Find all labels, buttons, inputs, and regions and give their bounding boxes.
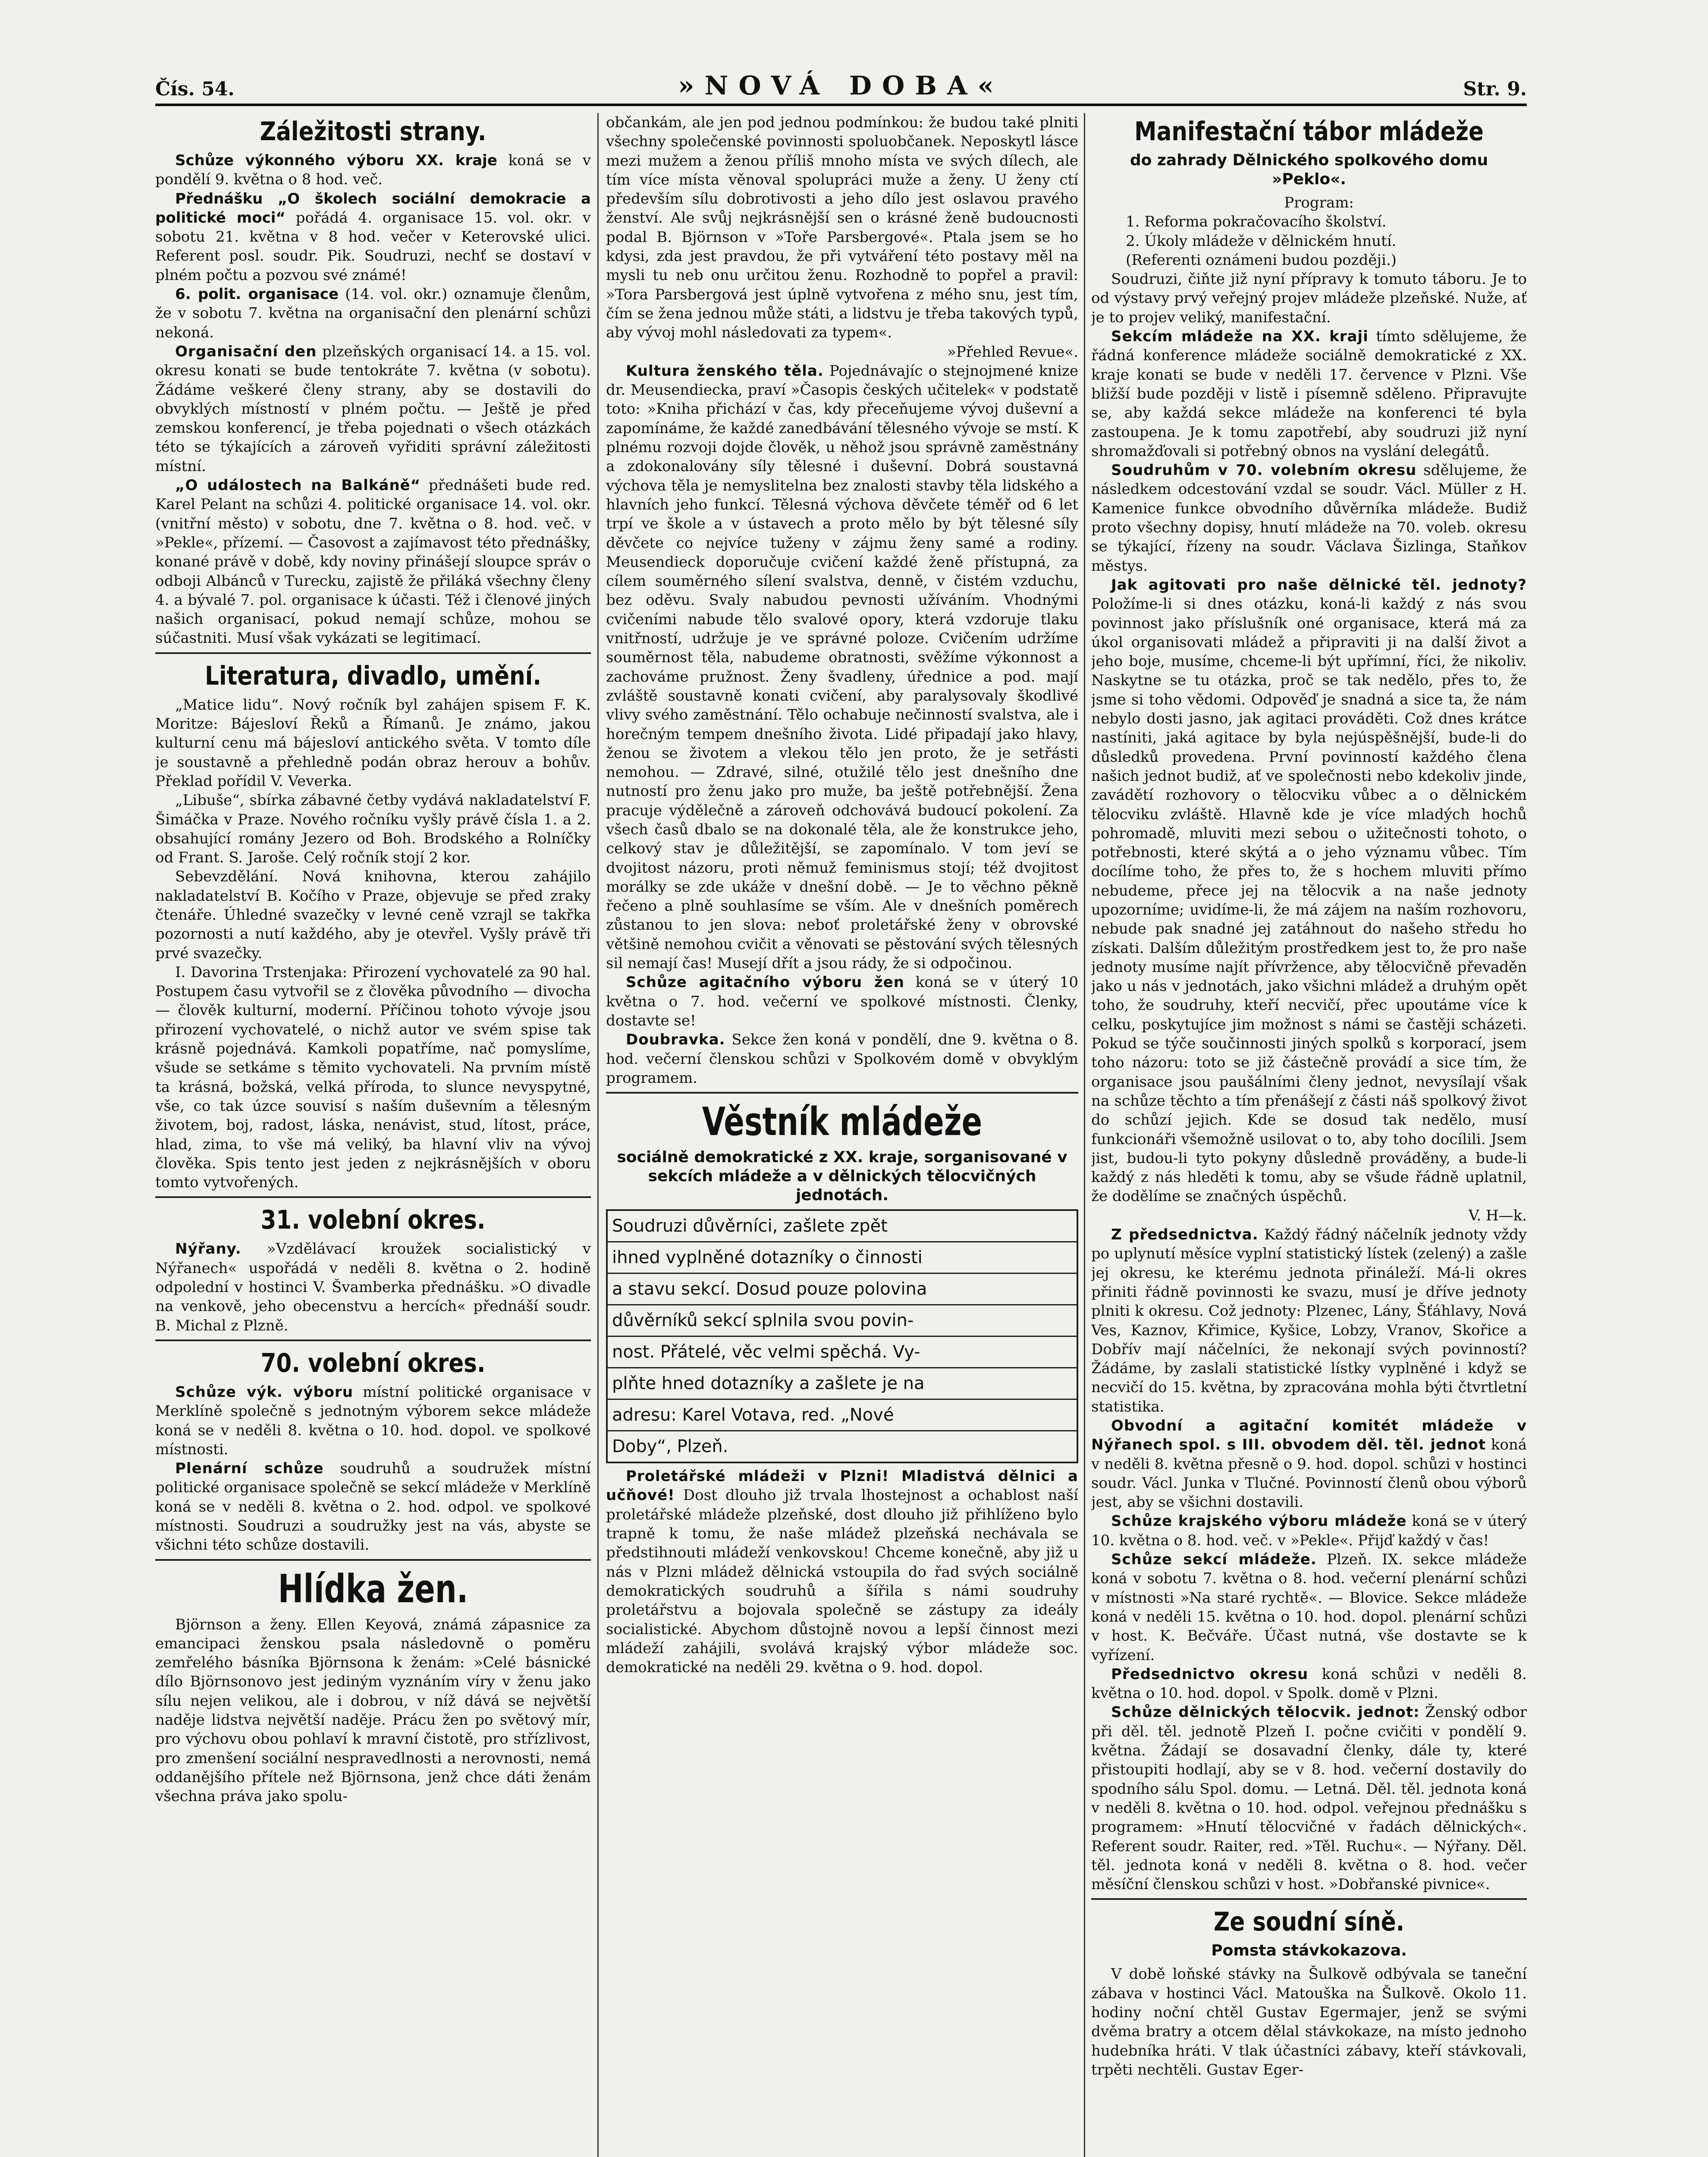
column-middle (606, 113, 1078, 2157)
program-heading: Program: (1284, 194, 1354, 211)
section-title-women: Hlídka žen. (278, 1566, 468, 1612)
section-divider (1091, 1898, 1527, 1900)
article-paragraph: Proletářské mládeži v Plzni! Mladistvá dělnici a učňové! Dost dlouho již trvala lhostejnost a ochablost naší proletářské mládeže plzeňské, dost dlouho již přihlíženo bylo trapně k tomu, že naše mládež plzeňská nechávala se předstihnouti mládeží venkovskou! Chceme konečně, aby již u nás v Plzni mládež dělnická vstoupila do řad svých sociálně demokratických soudruhů a šířila s námi soudruhy proletářstvu a bojovala společně se zástupy za ideály socialistické. Abychom důstojně novou a lepší činnost mezi mládeží zahájili, svolává krajský výbor mládeže soc. demokratické na neděli 29. května o 9. hod. dopol. (606, 1468, 1078, 1676)
program-item: 1. Reforma pokračovacího školství. (1126, 213, 1387, 231)
article-paragraph: Schůze krajského výboru mládeže koná se v úterý 10. května o 8. hod. več. v »Pekle«. Přijď každý v čas! (1091, 1512, 1527, 1549)
article-source: »Přehled Revue«. (947, 343, 1078, 361)
article-paragraph: Sekcím mládeže na XX. kraji tímto sdělujeme, že řádná konference mládeže sociálně demokratické z XX. kraje konati se bude v neděli 17. července v Plzni. Vše bližší bude později v listě i písemně sděleno. Připravujte se, aby každá sekce mládeže na konferenci té byla zastoupena. Je k tomu zapotřebí, aby soudruzi již nyní shromažďovali si potřebný obnos na vyslání delegátů. (1091, 328, 1527, 460)
article-headline: Pomsta stávkokazova. (1211, 1942, 1407, 1960)
article-paragraph: I. Davorina Trstenjaka: Přirození vychovatelé za 90 hal. Postupem času vytvořil se z člověka původního — divocha — člověk kulturní, moderní. Příčinou tohoto vývoje jsou přirození vychovatelé, o nichž autor ve svém spise tak krásně pojednává. Kamkoli popatříme, nač pomyslíme, všude se setkáme s těmito vychovateli. Na prvním místě ta krásná, božská, velká příroda, to slunce nevyspytné, vše, co tak úzce souvisí s naším duševním a tělesným životem, boj, radost, láska, nenávist, stud, lítost, práce, hlad, zima, to vše má veliký, ba hlavní vliv na vývoj člověka. Spis tento jest jeden z nejkrásnějších v oboru tomto vytvořených. (155, 963, 591, 1192)
article-paragraph: Schůze výk. výboru místní politické organisace v Merklíně společně s jednotným výborem sekce mládeže koná se v neděli 8. května o 10. hod. dopol. ve spolkové místnosti. (155, 1383, 591, 1458)
article-paragraph: Kultura ženského těla. Pojednávajíc o stejnojmené knize dr. Meusendiecka, praví »Časopis českých učitelek« v podstatě toto: »Kniha přichází v čas, kdy přeceňujeme vývoj duševní a zapomínáme, že každé zanedbávání tělesného vývoje se mstí. K plnému rozvoji dojde člověk, u něhož jsou správně zaměstnány a zdokonalovány síly tělesné i duševní. Dobrá soustavná výchova těla je nemyslitelna bez znalosti stavby těla lidského a hlavních jeho funkcí. Tělesná výchova děvčete téměř od 6 let trpí ve škole a v ústavech a proto mělo by být tělesné síly děvčete co nejvíce tuženy v zájmu ženy samé a rodiny. Meusendieck doporučuje cvičení každé ženě přístupná, za cílem souměrného sílení svalstva, denně, v čistém vzduchu, bez oděvu. Svaly nabudou pevnosti užíváním. Vhodnými cvičeními nabude tělo svalové opory, která vzdoruje tlaku vnitřností, udržuje je ve správné poloze. Cvičením udržíme souměrnost těla, nabudeme obratnosti, svěžíme výkonnost a zachováme pružnost. Ženy švadleny, úřednice a pod. mají zvláště soustavně konati cvičení, aby paralysovaly škodlivé vlivy svého zaměstnání. Tělo ochabuje nečinností svalstva, ale i horečným tempem dnešního života. Lidé připadají jako hlavy, ženou se životem a vlekou tělo jen proto, že je setřásti nemohou. — Zdravé, silné, otužilé tělo jest dnešního dne nutností pro ženu jako pro muže, ba ještě potřebnější. Žena pracuje výdělečně a zároveň odchovává budoucí pokolení. Za všech časů dbalo se na dokonalé těla, ale že konstrukce jeho, celkový stav je důležitější, se zapomínalo. V tom jeví se dvojitost názoru, proti němuž feminismus stojí; též dvojitost morálky se zde ukáže v dnešní době. — Je to věchno pěkně řečeno a plně souhlasíme se vším. Ale v dnešních poměrech zůstanou to jen slova: neboť proletářské ženy v obrovské většině nemohou cvičit a věnovati se pěstování svých tělesných sil nemají čas! Musejí dřít a jsou rády, že si odpočinou. (606, 362, 1078, 972)
section-divider (155, 1196, 591, 1198)
program-item: 2. Úkoly mládeže v dělnickém hnutí. (1126, 232, 1397, 250)
program-item: (Referenti oznámeni budou později.) (1126, 251, 1397, 269)
article-paragraph: Plenární schůze soudruhů a soudružek místní politické organisace společně se sekcí mládeže v Merklíně koná se v neděli 8. května o 2. hod. odpol. ve spolkové místnosti. Soudruzi a soudružky jest na vás, abyste se všichni této schůze dostavili. (155, 1460, 591, 1554)
notice-box (606, 1209, 1078, 1463)
section-subtitle: do zahrady Dělnického spolkového domu »Peklo«. (1130, 151, 1488, 188)
section-subtitle: sociálně demokratické z XX. kraje, sorganisované v sekcích mládeže a v dělnických tělocvičných jednotách. (617, 1148, 1068, 1204)
article-paragraph: „O událostech na Balkáně“ přednášeti bude red. Karel Pelant na schůzi 4. politické organisace 14. vol. okr. (vnitřní město) v sobotu, dne 7. května o 8. hod. več. v »Pekle«, přízemí. — Časovost a zajímavost této přednášky, konané právě v době, kdy noviny přinášejí sloupce správ o odboji Albánců v Turecku, zajistě že přiláká všechny členy 4. a bývalé 7. pol. organisace k účasti. Též i členové jiných našich organisací, pokud nemají schůze, mohou se súčastniti. Musí však vykázati se legitimací. (155, 477, 591, 647)
article-paragraph: Obvodní a agitační komitét mládeže v Nýřanech spol. s III. obvodem děl. těl. jednot koná v neděli 8. května přesně o 9. hod. dopol. schůzi v hostinci soudr. Václ. Junka v Tlučné. Povinností členů obou výborů jest, aby se všichni dostavili. (1091, 1417, 1527, 1511)
section-title-party: Záležitosti strany. (260, 116, 487, 147)
notice-line: důvěrníků sekcí splnila svou povin- (608, 1305, 1077, 1337)
section-divider (606, 1092, 1078, 1094)
article-paragraph: Schůze agitačního výboru žen koná se v úterý 10 května o 7. hod. večerní ve spolkové místnosti. Členky, dostavte se! (606, 974, 1078, 1029)
section-title-literature: Literatura, divadlo, umění. (205, 660, 541, 691)
article-paragraph: Soudruhům v 70. volebním okresu sdělujeme, že následkem odcestování vzdal se soudr. Václ. Müller z H. Kamenice funkce obvodního důvěrníka mládeže. Budiž proto všechny dopisy, hnutí mládeže na 70. voleb. okresu se týkající, řízeny na soudr. Václava Šizlinga, Staňkov městys. (1091, 462, 1527, 575)
page-number: Str. 9. (1463, 78, 1527, 100)
column-left (155, 113, 591, 2157)
section-divider (155, 1339, 591, 1341)
notice-line: plňte hned dotazníky a zašlete je na (608, 1368, 1077, 1400)
section-title-district-31: 31. volební okres. (261, 1205, 486, 1236)
notice-line: a stavu sekcí. Dosud pouze polovina (608, 1274, 1077, 1305)
issue-number: Čís. 54. (155, 78, 235, 100)
column-rule-left (597, 113, 599, 2157)
article-paragraph: Schůze dělnických tělocvik. jednot: Ženský odbor při děl. těl. jednotě Plzeň I. počne cvičiti v pondělí 9. května. Žádají se dosavadní členky, dále ty, které přistoupiti hodlají, aby se v 8. hod. večerní dostavily do spodního sálu Spol. domu. — Letná. Děl. těl. jednota koná v neděli 8. května o 10. hod. odpol. veřejnou přednášku s programem: »Hnutí tělocvičné v řadách dělnických«. Referent soudr. Raiter, red. »Těl. Ruchu«. — Nýřany. Děl. těl. jednota koná v neděli 8. května o 8. hod. večer měsíční členskou schůzi v host. »Dobřanské pivnice«. (1091, 1704, 1527, 1893)
article-paragraph: Doubravka. Sekce žen koná v pondělí, dne 9. května o 8. hod. večerní členskou schůzi v Spolkovém domě v obvyklým programem. (606, 1031, 1078, 1087)
newspaper-title: »NOVÁ DOBA« (678, 71, 1004, 101)
page-header (155, 52, 1527, 106)
article-paragraph: Organisační den plzeňských organisací 14. a 15. vol. okresu konati se bude tentokráte 7. května (v sobotu). Žádáme veškeré členy strany, aby se dostavili do obvyklých místností v plném počtu. — Ještě je před zemskou konferencí, je třeba pojednati o všech otázkách této se týkajících a zároveň vyřiditi správní záležitosti místní. (155, 343, 591, 475)
article-paragraph: „Matice lidu“. Nový ročník byl zahájen spisem F. K. Moritze: Bájesloví Řeků a Římanů. Je známo, jakou kulturní cenu má bájesloví antického světa. V tomto díle je soustavně a přehledně podán obraz herouv a bohův. Překlad pořídil V. Veverka. (155, 696, 591, 790)
article-paragraph: Jak agitovati pro naše dělnické těl. jednoty? Položíme-li si dnes otázku, koná-li každý z nás svou povinnost jako příslušník oné organisace, která má za úkol organisovati mládež a připraviti ji na další život a jeho boje, musíme, chceme-li být upřímní, říci, že nikoliv. Naskytne se tu otázka, proč se tak nedělo, přes to, že jsme si toho vědomi. Odpověď je snadná a sice ta, že nám nebylo dosti jasno, jak agitaci prováděti. Což dnes krátce nastíniti, jaká agitace by byla nejúspěšnější, bude-li do důsledků provedena. První povinností každého člena našich jednot budiž, ať ve společnosti nebo kdekoliv jinde, zavádětí rozhovory o tělocviku vůbec a o dělnickém tělocviku zvláště. Hlavně kde je více mladých hochů pohromadě, mluviti mezi sebou o užitečnosti tohoto, o potřebnosti, které skýtá a o jeho významu vůbec. Tím docílíme toho, že přes to, že s hochem mluviti přímo nebudeme, přece jej na tělocvik a na naše jednoty upozorníme; uvidíme-li, že má zájem na naším rozhovoru, nebude pak snadné jej zatáhnout do našeho středu ho získati. Dalším důležitým prostředkem jest to, že pro naše jednoty musíme najít přívržence, aby tělocvičně převaděn jako u nás v jednotách, jako všichni mládež a druhým opět toho, že soudruhy, kteří necvičí, přec upoutáme více k celku, poskytujíce jim možnost s námi se častěji scházeti. Pokud se týče součinnosti jiných spolků s korporací, jsem toho názoru: toto se již částečně provádí a sice tím, že organisace jsou paušálními členy jednot, nevysílají však na schůze těchto a tím přenášejí z části náš spolkový život do schůzí jejich. Kde se dosud tak nedělo, musí funkcionáři všemožně usilovat o to, aby toho docílili. Jsem jist, budou-li tyto pokyny důsledně prováděny, a bude-li každý z nás hleděti k tomu, aby se všude řádně uplatnil, že dodělíme se značných úspěchů. (1091, 576, 1527, 1205)
article-paragraph: „Libuše“, sbírka zábavné četby vydává nakladatelství F. Šimáčka v Praze. Nového ročníku vyšly právě čísla 1. a 2. obsahující romány Jezero od Boh. Brodského a Rolníčky od Frant. S. Jaroše. Celý ročník stojí 2 kor. (155, 792, 591, 867)
column-right (1091, 113, 1527, 2157)
article-paragraph: Sebevzdělání. Nová knihovna, kterou zahájilo nakladatelství B. Kočího v Praze, objevuje se před zraky čtenáře. Úhledné svazečky v levné ceně vzrajl se takřka pozornosti a nutí každého, aby je otevřel. Vyšly právě tři prvé svazečky. (155, 868, 591, 962)
article-paragraph: V době loňské stávky na Šulkově odbývala se taneční zábava v hostinci Václ. Matouška na Šulkově. Okolo 11. hodiny noční chtěl Gustav Egermajer, jenž se svými dvěma bratry a otcem dělal stávkokaze, na místo jednoho hudebníka hráti. V tlak účastníci zábavy, kteří stávkovali, trpěti nechtěli. Gustav Eger- (1091, 1965, 1527, 2078)
notice-line: ihned vyplněné dotazníky o činnosti (608, 1242, 1077, 1274)
notice-line: Soudruzi důvěrníci, zašlete zpět (608, 1211, 1077, 1242)
article-paragraph: Přednášku „O školech sociální demokracie a politické moci“ pořádá 4. organisace 15. vol. okr. v sobotu 21. května v 8 hod. večer v Keterovské ulici. Referent posl. soudr. Pik. Soudruzi, nechť se dostaví v plném počtu a pozvou své známé! (155, 190, 591, 284)
article-paragraph: občankám, ale jen pod jednou podmínkou: že budou také plniti všechny společenské povinnosti spoluobčanek. Neposkytl lásce mezi mužem a ženou příliš mnoho místa ve svých dílech, ale tím více místa věnoval spolupráci muže a ženy. U ženy ctí především sílu dobrotivosti a jeho dílo jest oslavou pravého ženství. Ale svůj nejkrásnější sen o krásné ženě budoucnosti podal B. Björnson v »Toře Parsbergové«. Ptala jsem se ho kdysi, zda jest pravdou, že při vytváření této postavy měl na mysli tu neb onu určitou ženu. Rozhodně to popřel a pravil: »Tora Parsbergová jest úplně vytvořena z mého snu, jest tím, čím se žena jednou může státi, a lidstvu je třeba takových typů, aby vývoj mohl následovati za typem«. (606, 114, 1078, 342)
article-paragraph: Z předsednictva. Každý řádný náčelník jednoty vždy po uplynutí měsíce vyplní statistický lístek (zelený) a zašle jej okresu, ke kterému jednota přináleží. Má-li okres přiniti řádně povinnosti ke svazu, musí je dříve jednoty plniti k okresu. Což jednoty: Plzenec, Lány, Šťáhlavy, Nová Ves, Kaznov, Křimice, Kyšice, Lobzy, Vranov, Skořice a Dobřív mají náčelníci, že nekonají svých povinností? Žádáme, by zaslali statistické lístky vyplněné i když se necvičí do 15. května, by zpracována mohla býti čtvrtletní statistika. (1091, 1226, 1527, 1415)
notice-line: nost. Přátelé, věc velmi spěchá. Vy- (608, 1337, 1077, 1368)
section-divider (155, 652, 591, 654)
article-paragraph: Nýřany. »Vzdělávací kroužek socialistický v Nýřanech« uspořádá v neděli 8. května o 2. hodině odpolední v hostinci V. Švamberka přednášku. »O divadle na venkově, jeho obecenstvu a hercích« přednáší soudr. B. Michal z Plzně. (155, 1240, 591, 1334)
notice-line: Doby“, Plzeň. (612, 1437, 728, 1457)
article-paragraph: Björnson a ženy. Ellen Keyová, známá zápasnice za emancipaci ženskou psala následovně o poměru zemřelého básníka Björnsona k ženám: »Celé básnické dílo Björnsonovo jest jediným vyznáním víry v ženu jako sílu nejen velikou, ale i dobrou, v níž dává se největší naděje lidstva největší naděje. Prácu žen po světový mír, pro výchovu obou pohlaví k mravní čistotě, pro střízlivost, pro zmenšení sociální nespravedlnosti a nerovnosti, nemá oddanějšího přítele než Björnsona, jenž chce dáti ženám všechna práva jako spolu- (155, 1616, 591, 1805)
section-divider (155, 1559, 591, 1561)
article-paragraph: Schůze sekcí mládeže. Plzeň. IX. sekce mládeže koná v sobotu 7. května o 8. hod. večerní plenární schůzi v místnosti »Na staré rychtě«. — Blovice. Sekce mládeže koná v neděli 15. května o 10. hod. dopol. plenární schůzi v host. K. Bečváře. Účast nutná, vše dostavte se k vyřízení. (1091, 1551, 1527, 1664)
column-rule-right (1084, 113, 1085, 2157)
article-paragraph: 6. polit. organisace (14. vol. okr.) oznamuje členům, že v sobotu 7. května na organisační den plenární schůzi nekoná. (155, 286, 591, 341)
article-paragraph: Soudruzi, čiňte již nyní přípravy k tomuto táboru. Je to od výstavy prvý veřejný projev mládeže plzeňské. Nuže, ať je to projev veliký, manifestační. (1091, 270, 1527, 326)
section-title-youth-bulletin: Věstník mládeže (702, 1099, 983, 1145)
section-title-district-70: 70. volební okres. (261, 1348, 486, 1378)
section-title-youth-rally: Manifestační tábor mládeže (1134, 116, 1484, 147)
article-paragraph: Schůze výkonného výboru XX. kraje koná se v pondělí 9. května o 8 hod. več. (155, 152, 591, 189)
article-paragraph: Předsednictvo okresu koná schůzi v neděli 8. května o 10. hod. dopol. v Spolk. domě v Plzni. (1091, 1665, 1527, 1702)
article-signature: V. H—k. (1468, 1207, 1527, 1224)
section-title-court: Ze soudní síně. (1213, 1907, 1405, 1937)
notice-line: adresu: Karel Votava, red. „Nové (608, 1400, 1077, 1431)
